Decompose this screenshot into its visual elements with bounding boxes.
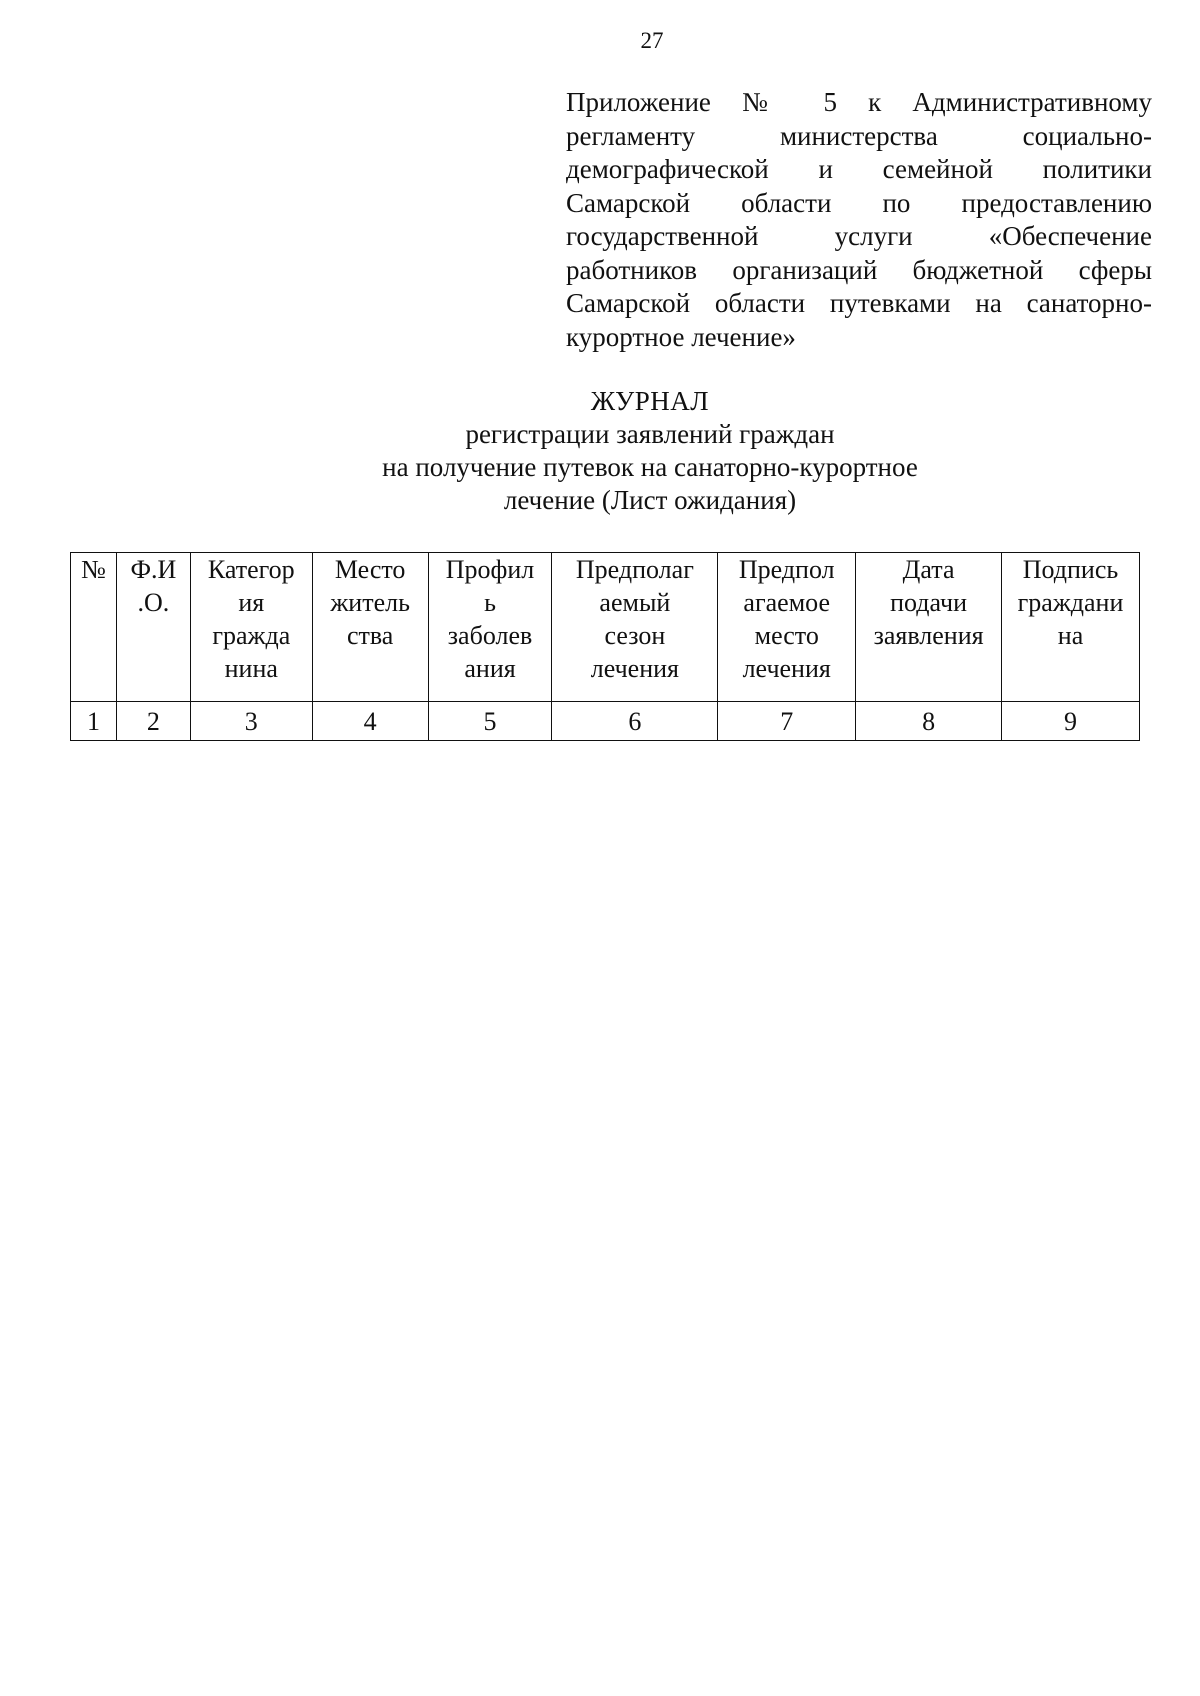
column-header-text: ания	[464, 654, 516, 683]
column-header-text: Предпол	[738, 555, 835, 584]
column-header-text: заявления	[873, 621, 984, 650]
title-line: на получение путевок на санаторно-курортное	[382, 452, 918, 482]
column-header-text: Подпись	[1022, 555, 1119, 584]
appendix-line: Приложение № 5 к Административному	[566, 87, 1152, 117]
column-header-text: Ф.И	[130, 555, 177, 584]
column-header-text: место	[754, 621, 819, 650]
column-header-text: гражда	[212, 621, 291, 650]
column-number-cell: 3	[190, 702, 312, 741]
column-number-cell: 8	[856, 702, 1002, 741]
column-header-text: сезон	[604, 621, 666, 650]
column-header-text: житель	[330, 588, 410, 617]
column-header	[1002, 553, 1140, 702]
column-header-text: лечения	[742, 654, 831, 683]
column-header	[552, 553, 718, 702]
appendix-line: работников организаций бюджетной сферы	[566, 254, 1152, 285]
appendix-line: демографической и семейной политики	[566, 154, 1152, 184]
column-header-text: нина	[224, 654, 278, 683]
registration-journal-table	[70, 552, 1140, 741]
column-header-text: агаемое	[743, 588, 831, 617]
column-header	[312, 553, 428, 702]
column-header	[71, 553, 117, 702]
journal-heading: ЖУРНАЛ	[590, 386, 710, 416]
appendix-line: Самарской области путевками на санаторно-	[566, 288, 1152, 318]
appendix-line: регламенту министерства социально-	[566, 120, 1152, 151]
column-number-cell: 9	[1002, 702, 1140, 741]
column-header	[718, 553, 856, 702]
document-title	[250, 385, 1050, 517]
column-header-text: Профил	[445, 555, 535, 584]
column-header-text: лечения	[590, 654, 680, 683]
column-number-cell: 7	[718, 702, 856, 741]
column-header-text: Место	[334, 555, 406, 584]
page-number: 27	[640, 28, 664, 53]
column-header-text: на	[1057, 621, 1084, 650]
table-number-row	[71, 702, 1140, 741]
column-number-cell: 1	[71, 702, 117, 741]
column-header-text: ства	[346, 621, 394, 650]
column-header	[116, 553, 190, 702]
column-number-cell: 5	[428, 702, 552, 741]
column-header-text: Предполаг	[575, 555, 694, 584]
column-number-cell: 4	[312, 702, 428, 741]
column-header	[190, 553, 312, 702]
title-line: лечение (Лист ожидания)	[503, 485, 797, 515]
column-header	[428, 553, 552, 702]
column-header-text: .О.	[137, 588, 170, 617]
appendix-line: государственной услуги «Обеспечение	[566, 221, 1152, 251]
column-header-text: подачи	[890, 588, 968, 617]
column-header-text: граждани	[1017, 588, 1124, 617]
column-number-cell: 2	[116, 702, 190, 741]
column-number-cell: 6	[552, 702, 718, 741]
appendix-line: курортное лечение»	[566, 321, 796, 352]
column-header	[856, 553, 1002, 702]
table-header-row	[71, 553, 1140, 702]
column-header-text: Категор	[207, 555, 295, 584]
column-header-text: заболев	[447, 621, 533, 650]
column-header-text: ия	[238, 588, 265, 617]
column-header-text: аемый	[599, 588, 671, 617]
appendix-line: Самарской области по предоставлению	[566, 187, 1152, 218]
title-line: регистрации заявлений граждан	[465, 419, 835, 449]
column-header-text: ь	[484, 588, 496, 617]
appendix-note	[566, 86, 1152, 354]
column-header-text: №	[81, 555, 106, 584]
column-header-text: Дата	[902, 555, 955, 584]
